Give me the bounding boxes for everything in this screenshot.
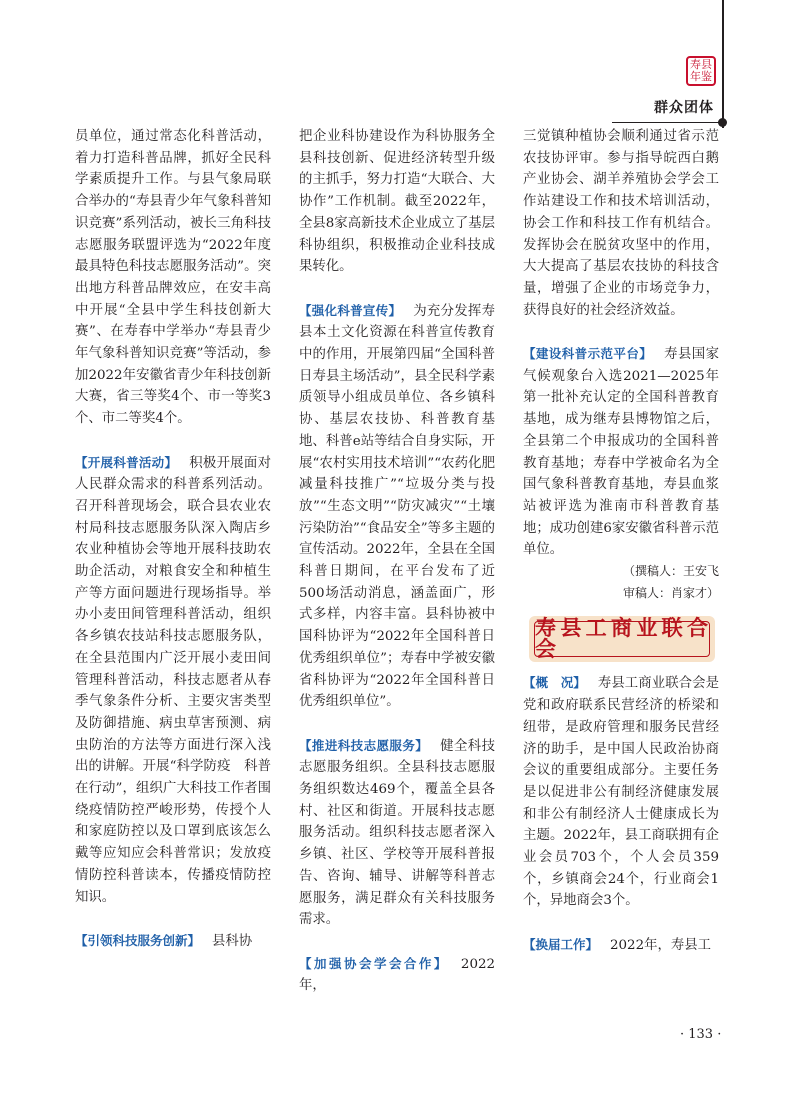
column-1: [75, 126, 271, 953]
paragraph: 员单位，通过常态化科普活动，着力打造科普品牌，抓好全民科学素质提升工作。与县气象局联合举办的“寿县青少年气象科普知识竞赛”系列活动，被长三角科技志愿服务联盟评选为“2022年度最具特色科技志愿服务活动”。突出地方科普品牌效应，在安丰高中开展“全县中学生科技创新大赛”、在寿春中学举办“寿县青少年气象科普知识竞赛”等活动，参加2022年安徽省青少年科技创新大赛，省三等奖4个、市一等奖3个、市二等奖4个。: [75, 129, 271, 427]
header-dot: [718, 118, 727, 127]
paragraph: [75, 452, 271, 909]
paragraph-text: 积极开展面对人民群众需求的科普系列活动。召开科普现场会，联合县农业农村局科技志愿服务队深入陶店乡农业种植协会等地开展科技助农助企活动，对粮食安全和种植生产等方面问题进行现场指导。举办小麦田间管理科普活动，组织各乡镇农技站科技志愿服务队，在全县范围内广泛开展小麦田间管理科普活动，科技志愿者从春季气象条件分析、主要灾害类型及防御措施、病虫草害预测、病虫防治的方法等方面进行深入浅出的讲解。开展“科学防疫 科普在行动”，组织广大科技工作者围绕疫情防控严峻形势，传授个人和家庭防控以及口罩到底该怎么戴等应知应会科普常识；发放疫情防控科普读本，传播疫情防控知识。: [75, 455, 271, 905]
paragraph: [299, 300, 495, 713]
paragraph: [523, 672, 719, 912]
column-3: [523, 126, 719, 957]
subheading: 【推进科技志愿服务】: [299, 737, 429, 753]
paragraph: [299, 735, 495, 931]
subheading: 【建设科普示范平台】: [523, 346, 653, 362]
paragraph-text: 健全科技志愿服务组织。全县科技志愿服务组织数达469个，覆盖全县各村、社区和街道。开展科技志愿服务活动。组织科技志愿者深入乡镇、社区、学校等开展科普报告、咨询、辅导、讲解等科普志愿服务，满足群众有关科技服务需求。: [299, 738, 495, 928]
yearbook-seal-logo: 寿县年鉴: [686, 56, 716, 86]
section-banner: [529, 616, 715, 662]
banner-title: 寿县工商业联合会: [535, 615, 709, 662]
paragraph: [523, 934, 719, 957]
column-2: [299, 126, 495, 997]
subheading: 【换届工作】: [523, 936, 599, 952]
paragraph-text: 2022年，: [299, 956, 495, 994]
header-rule-horizontal: [612, 122, 724, 123]
paragraph-text: 县科协: [212, 933, 253, 949]
subheading: 【加强协会学会合作】: [299, 955, 449, 971]
subheading: 【开展科普活动】: [75, 454, 178, 470]
paragraph-text: 2022年，寿县工: [610, 937, 712, 953]
subheading: 【概 况】: [523, 675, 586, 691]
section-title: 群众团体: [654, 100, 714, 116]
paragraph: 把企业科协建设作为科协服务全县科技创新、促进经济转型升级的主抓手，努力打造“大联合、大协作”工作机制。截至2022年，全县8家高新技术企业成立了基层科协组织，积极推动企业科技成果转化。: [299, 129, 495, 275]
subheading: 【引领科技服务创新】: [75, 932, 201, 948]
paragraph: [523, 343, 719, 561]
page-number: · 133 ·: [680, 1027, 722, 1042]
paragraph-text: 为充分发挥寿县本土文化资源在科普宣传教育中的作用，开展第四届“全国科普日寿县主场活动”，县全民科学素质领导小组成员单位、各乡镇科协、基层农技协、科普教育基地、科普e站等结合自身实际，开展“农村实用技术培训”“农药化肥减量科技推广”“垃圾分类与投放”“生态文明”“防灾减灾”“土壤污染防治”“食品安全”等多主题的宣传活动。2022年，全县在全国科普日期间，在平台发布了近500场活动消息，涵盖面广，形式多样，内容丰富。县科协被中国科协评为“2022年全国科普日优秀组织单位”；寿春中学被安徽省科协评为“2022年全国科普日优秀组织单位”。: [299, 303, 495, 710]
paragraph: [299, 953, 495, 997]
writer-credit: （撰稿人：王安飞: [622, 564, 719, 579]
paragraph: [75, 930, 271, 953]
subheading: 【强化科普宣传】: [299, 302, 402, 318]
reviewer-credit: 审稿人：肖家才）: [622, 585, 719, 600]
paragraph: 三觉镇种植协会顺利通过省示范农技协评审。参与指导皖西白鹅产业协会、湖羊养殖协会学会工作站建设工作和技术培训活动，协会工作和科技工作有机结合。发挥协会在脱贫攻坚中的作用，大大提高了基层农技协的科技含量，增强了企业的市场竞争力，获得良好的社会经济效益。: [523, 129, 719, 318]
paragraph-text: 寿县工商业联合会是党和政府联系民营经济的桥梁和纽带，是政府管理和服务民营经济的助手，是中国人民政治协商会议的重要组成部分。主要任务是以促进非公有制经济健康发展和非公有制经济人士健康成长为主题。2022年，县工商联拥有企业会员703个，个人会员359个，乡镇商会24个，行业商会1个，异地商会3个。: [523, 676, 719, 909]
header-rule-vertical: [722, 0, 724, 128]
paragraph-text: 寿县国家气候观象台入选2021—2025年第一批补充认定的全国科普教育基地，成为继寿县博物馆之后，全县第二个申报成功的全国科普教育基地；寿春中学被命名为全国气象科普教育基地，寿县血浆站被评选为淮南市科普教育基地；成功创建6家安徽省科普示范单位。: [523, 347, 719, 558]
